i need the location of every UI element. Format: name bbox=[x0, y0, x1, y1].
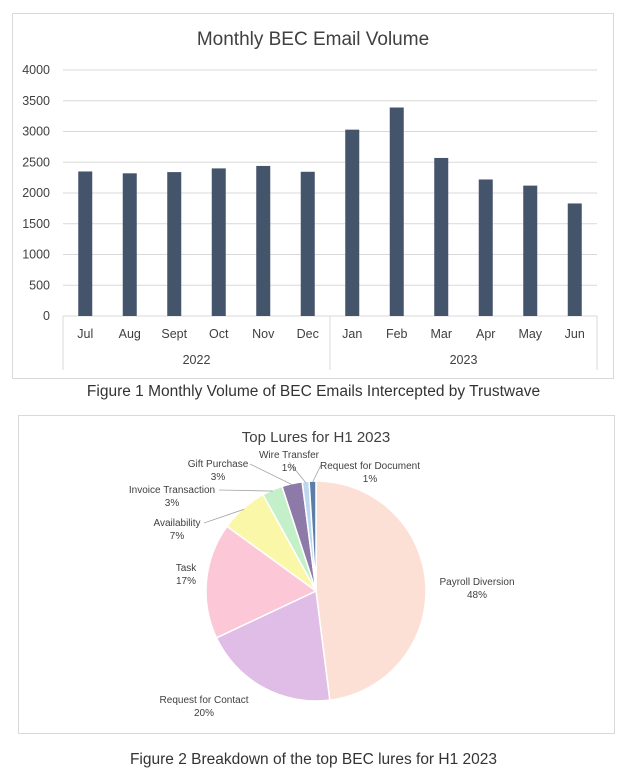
y-tick-label: 2000 bbox=[22, 186, 50, 200]
slice-label: Task bbox=[175, 563, 197, 574]
y-tick-label: 1000 bbox=[22, 247, 50, 262]
y-tick-label: 0 bbox=[43, 309, 50, 323]
x-tick-label: Oct bbox=[209, 327, 229, 341]
x-group-label: 2022 bbox=[182, 353, 211, 367]
slice-label: Payroll Diversion bbox=[439, 577, 515, 588]
x-group-label: 2023 bbox=[449, 353, 478, 367]
slice-label: Gift Purchase bbox=[187, 459, 249, 470]
slice-percent-label: 3% bbox=[164, 498, 180, 509]
slice-percent-label: 1% bbox=[281, 463, 297, 474]
slice-label: Invoice Transaction bbox=[128, 485, 216, 496]
y-tick-label: 2500 bbox=[22, 155, 50, 170]
x-tick-label: Jul bbox=[77, 327, 94, 341]
slice-label: Availability bbox=[153, 518, 201, 529]
x-tick-label: May bbox=[518, 327, 543, 341]
y-tick-label: 1500 bbox=[22, 216, 50, 231]
x-tick-label: Jan bbox=[342, 327, 363, 341]
pie-chart-title: Top Lures for H1 2023 bbox=[241, 429, 391, 446]
x-tick-label: Mar bbox=[430, 327, 453, 341]
slice-percent-label: 17% bbox=[175, 576, 197, 587]
figure-1-caption: Figure 1 Monthly Volume of BEC Emails Intercepted by Trustwave bbox=[86, 383, 541, 400]
x-tick-label: Feb bbox=[385, 327, 408, 341]
slice-percent-label: 20% bbox=[193, 708, 215, 719]
x-tick-label: Aug bbox=[118, 327, 141, 341]
slice-percent-label: 7% bbox=[169, 531, 185, 542]
x-tick-label: Dec bbox=[296, 327, 319, 341]
y-tick-label: 3000 bbox=[22, 124, 50, 139]
y-tick-label: 4000 bbox=[22, 63, 50, 77]
pie-slice bbox=[316, 481, 426, 700]
figure-2-caption: Figure 2 Breakdown of the top BEC lures for H1 2023 bbox=[129, 751, 498, 768]
slice-label: Request for Contact bbox=[159, 695, 249, 706]
y-tick-label: 3500 bbox=[22, 93, 50, 108]
slice-label: Request for Document bbox=[319, 461, 421, 472]
x-tick-label: Apr bbox=[476, 327, 496, 341]
slice-percent-label: 1% bbox=[362, 474, 378, 485]
slice-percent-label: 3% bbox=[210, 472, 226, 483]
slice-label: Wire Transfer bbox=[258, 450, 320, 461]
bar-chart-title: Monthly BEC Email Volume bbox=[196, 29, 430, 50]
slice-percent-label: 48% bbox=[466, 590, 488, 601]
x-tick-label: Nov bbox=[252, 327, 275, 341]
x-tick-label: Jun bbox=[564, 327, 585, 341]
leader-line bbox=[219, 490, 273, 491]
x-tick-label: Sept bbox=[161, 327, 188, 341]
y-tick-label: 500 bbox=[29, 278, 50, 293]
